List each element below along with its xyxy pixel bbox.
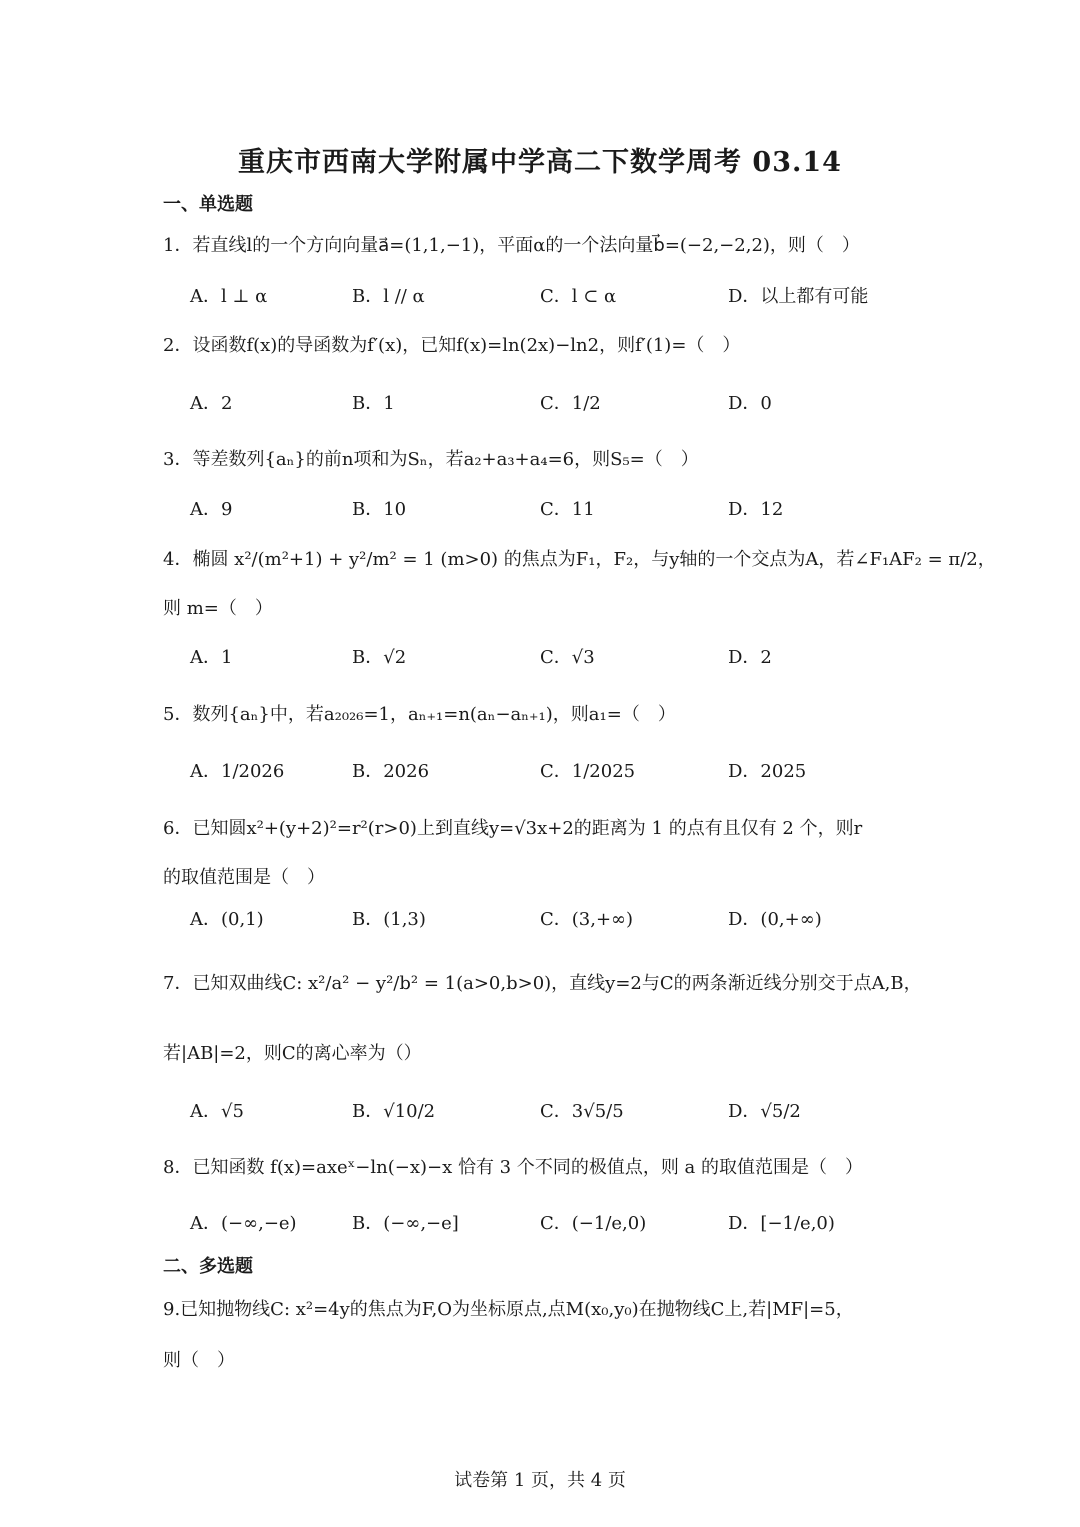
section-heading-single-choice: 一、单选题 [163, 194, 253, 215]
option-a: A．1/2026 [190, 761, 285, 782]
option-b: B．l // α [352, 286, 425, 307]
option-d: D．0 [728, 393, 772, 414]
option-c: C．√3 [540, 647, 595, 668]
option-c: C．l ⊂ α [540, 286, 617, 307]
option-d: D．2025 [728, 761, 807, 782]
option-a: A．√5 [190, 1101, 244, 1122]
option-b: B．√2 [352, 647, 407, 668]
option-d: D．√5/2 [728, 1101, 801, 1122]
option-a: A．1 [190, 647, 233, 668]
question-7-cont: 若|AB|=2，则C的离心率为（） [163, 1043, 422, 1064]
option-b: B．√10/2 [352, 1101, 436, 1122]
option-c: C．(3,+∞) [540, 909, 634, 930]
option-a: A．(−∞,−e) [190, 1213, 297, 1234]
question-7: 7．已知双曲线C: x²/a² − y²/b² = 1(a>0,b>0)，直线y=2与C的两条渐近线分别交于点A,B， [163, 973, 922, 994]
option-b: B．2026 [352, 761, 430, 782]
question-9: 9.已知抛物线C: x²=4y的焦点为F,O为坐标原点,点M(x₀,y₀)在抛物线C上,若|MF|=5， [163, 1299, 854, 1320]
option-b: B．(−∞,−e] [352, 1213, 459, 1234]
question-4-cont: 则 m=（ ） [163, 598, 273, 619]
option-d: D．[−1/e,0) [728, 1213, 835, 1234]
question-6-cont: 的取值范围是（ ） [163, 867, 325, 888]
option-c: C．(−1/e,0) [540, 1213, 647, 1234]
question-9-cont: 则（ ） [163, 1350, 235, 1371]
option-b: B．1 [352, 393, 395, 414]
option-b: B．10 [352, 499, 407, 520]
option-d: D．(0,+∞) [728, 909, 822, 930]
option-a: A．(0,1) [190, 909, 264, 930]
option-c: C．3√5/5 [540, 1101, 624, 1122]
option-a: A．9 [190, 499, 233, 520]
option-c: C．1/2 [540, 393, 601, 414]
option-b: B．(1,3) [352, 909, 426, 930]
option-c: C．1/2025 [540, 761, 636, 782]
option-d: D．以上都有可能 [728, 286, 869, 307]
section-heading-multi-choice: 二、多选题 [163, 1256, 253, 1277]
option-d: D．2 [728, 647, 772, 668]
question-2: 2．设函数f(x)的导函数为f′(x)，已知f(x)=ln(2x)−ln2，则f′(1)=（ ） [163, 335, 741, 356]
question-6: 6．已知圆x²+(y+2)²=r²(r>0)上到直线y=√3x+2的距离为 1 的点有且仅有 2 个，则r [163, 818, 863, 839]
question-8: 8．已知函数 f(x)=axeˣ−ln(−x)−x 恰有 3 个不同的极值点，则 a 的取值范围是（ ） [163, 1157, 864, 1178]
option-a: A．l ⊥ α [190, 286, 268, 307]
question-3: 3．等差数列{aₙ}的前n项和为Sₙ，若a₂+a₃+a₄=6，则S₅=（ ） [163, 449, 699, 470]
page-title: 重庆市西南大学附属中学高二下数学周考 03.14 [238, 147, 842, 178]
question-5: 5．数列{aₙ}中，若a₂₀₂₆=1，aₙ₊₁=n(aₙ−aₙ₊₁)，则a₁=（ ） [163, 704, 676, 725]
option-c: C．11 [540, 499, 595, 520]
question-4: 4．椭圆 x²/(m²+1) + y²/m² = 1 (m>0) 的焦点为F₁，F₂，与y轴的一个交点为A，若∠F₁AF₂ = π/2， [163, 549, 996, 570]
page-footer: 试卷第 1 页，共 4 页 [454, 1470, 626, 1491]
option-a: A．2 [190, 393, 233, 414]
option-d: D．12 [728, 499, 784, 520]
question-1: 1．若直线l的一个方向向量a⃗=(1,1,−1)，平面α的一个法向量b⃗=(−2,−2,2)，则（ ） [163, 235, 860, 256]
